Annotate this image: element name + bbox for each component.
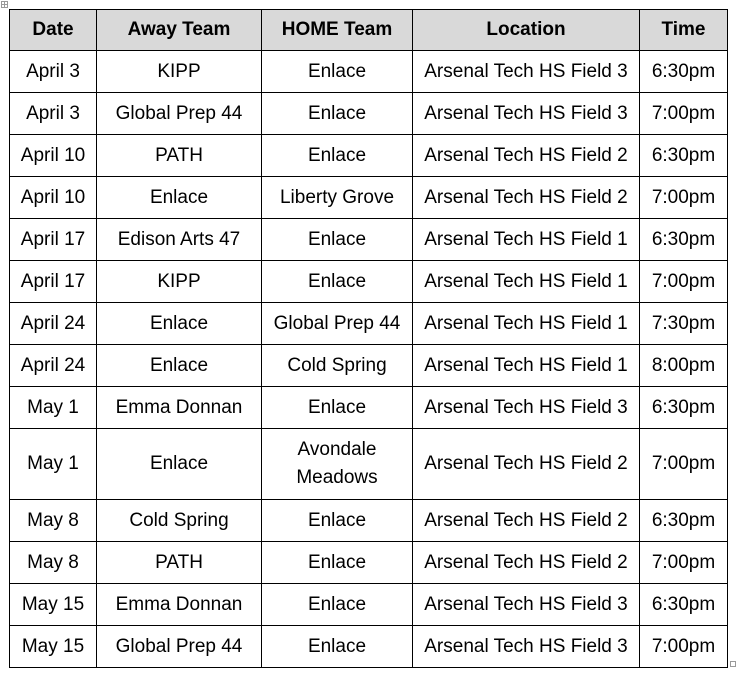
cell-location: Arsenal Tech HS Field 3 [413,626,640,668]
cell-date: May 8 [10,542,97,584]
cell-date: April 10 [10,177,97,219]
cell-date: May 1 [10,429,97,500]
cell-location: Arsenal Tech HS Field 3 [413,387,640,429]
table-row [10,429,728,500]
cell-time: 7:00pm [640,429,728,500]
cell-date: April 3 [10,93,97,135]
table-row [10,345,728,387]
cell-time: 7:00pm [640,626,728,668]
cell-away-team: Edison Arts 47 [97,219,262,261]
cell-home-team: Global Prep 44 [262,303,413,345]
cell-location: Arsenal Tech HS Field 3 [413,51,640,93]
cell-time: 6:30pm [640,219,728,261]
cell-home-team: Enlace [262,542,413,584]
cell-date: May 1 [10,387,97,429]
cell-time: 6:30pm [640,51,728,93]
cell-home-team: Enlace [262,584,413,626]
game-schedule-table [9,9,728,668]
cell-away-team: Global Prep 44 [97,626,262,668]
cell-home-team: Cold Spring [262,345,413,387]
table-resize-handle-icon[interactable] [730,661,736,667]
cell-time: 6:30pm [640,135,728,177]
cell-home-team: Enlace [262,51,413,93]
cell-away-team: Cold Spring [97,500,262,542]
table-move-handle-icon[interactable] [1,1,8,8]
cell-away-team: Emma Donnan [97,584,262,626]
cell-home-team: Enlace [262,93,413,135]
cell-away-team: Global Prep 44 [97,93,262,135]
cell-date: May 15 [10,626,97,668]
cell-date: April 17 [10,261,97,303]
cell-away-team: KIPP [97,261,262,303]
table-row [10,626,728,668]
cell-location: Arsenal Tech HS Field 1 [413,303,640,345]
cell-time: 7:00pm [640,542,728,584]
header-location: Location [413,10,640,51]
cell-time: 7:30pm [640,303,728,345]
cell-away-team: Emma Donnan [97,387,262,429]
cell-date: April 24 [10,303,97,345]
cell-away-team: PATH [97,135,262,177]
table-row [10,261,728,303]
cell-location: Arsenal Tech HS Field 2 [413,177,640,219]
table-row [10,500,728,542]
cell-time: 7:00pm [640,93,728,135]
table-row [10,135,728,177]
cell-home-team: Enlace [262,500,413,542]
cell-time: 7:00pm [640,177,728,219]
table-row [10,51,728,93]
header-time: Time [640,10,728,51]
cell-time: 7:00pm [640,261,728,303]
table-row [10,93,728,135]
cell-date: April 10 [10,135,97,177]
cell-home-team: Enlace [262,219,413,261]
cell-location: Arsenal Tech HS Field 2 [413,500,640,542]
cell-location: Arsenal Tech HS Field 3 [413,93,640,135]
cell-date: May 15 [10,584,97,626]
cell-home-team: Enlace [262,387,413,429]
header-home-team: HOME Team [262,10,413,51]
cell-away-team: PATH [97,542,262,584]
table-row [10,542,728,584]
cell-location: Arsenal Tech HS Field 1 [413,345,640,387]
cell-location: Arsenal Tech HS Field 2 [413,135,640,177]
table-row [10,177,728,219]
cell-away-team: KIPP [97,51,262,93]
cell-date: April 17 [10,219,97,261]
cell-away-team: Enlace [97,429,262,500]
table-row [10,219,728,261]
table-row [10,303,728,345]
cell-time: 6:30pm [640,500,728,542]
cell-home-team: Enlace [262,626,413,668]
cell-home-team: Enlace [262,135,413,177]
cell-home-team: Avondale Meadows [262,429,413,500]
cell-away-team: Enlace [97,345,262,387]
cell-time: 8:00pm [640,345,728,387]
table-row [10,387,728,429]
cell-location: Arsenal Tech HS Field 2 [413,429,640,500]
cell-location: Arsenal Tech HS Field 1 [413,261,640,303]
cell-away-team: Enlace [97,303,262,345]
cell-location: Arsenal Tech HS Field 3 [413,584,640,626]
header-away-team: Away Team [97,10,262,51]
cell-time: 6:30pm [640,584,728,626]
cell-location: Arsenal Tech HS Field 1 [413,219,640,261]
cell-date: April 3 [10,51,97,93]
cell-location: Arsenal Tech HS Field 2 [413,542,640,584]
cell-home-team: Liberty Grove [262,177,413,219]
header-date: Date [10,10,97,51]
table-header-row [10,10,728,51]
cell-time: 6:30pm [640,387,728,429]
table-row [10,584,728,626]
cell-home-team: Enlace [262,261,413,303]
cell-date: May 8 [10,500,97,542]
cell-away-team: Enlace [97,177,262,219]
cell-date: April 24 [10,345,97,387]
